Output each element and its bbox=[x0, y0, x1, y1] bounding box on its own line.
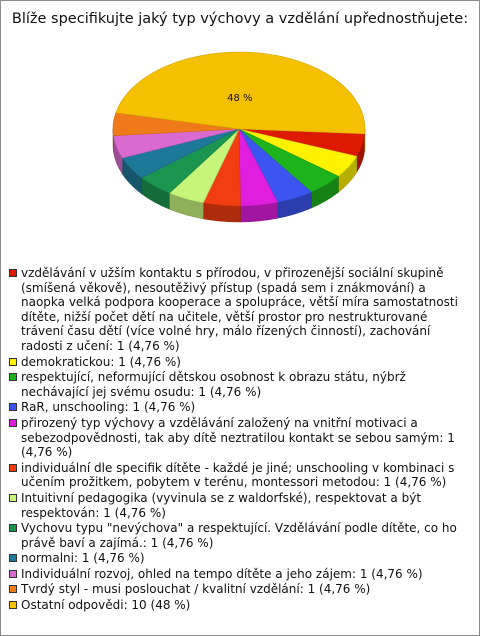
legend-item bbox=[8, 461, 470, 490]
legend-swatch bbox=[9, 373, 17, 381]
legend-swatch bbox=[9, 585, 17, 593]
legend-item bbox=[8, 582, 470, 597]
legend-swatch bbox=[9, 524, 17, 532]
legend-label: Ostatní odpovědi: 10 (48 %) bbox=[21, 598, 191, 613]
legend-swatch bbox=[9, 403, 17, 411]
pie-slice-label: 48 % bbox=[227, 93, 253, 104]
legend-item bbox=[8, 355, 470, 370]
legend-swatch bbox=[9, 269, 17, 277]
legend-label: Intuitivní pedagogika (vyvinula se z waldorfské), respektovat a být respektován: 1 (4,76 %) bbox=[21, 490, 422, 520]
legend-item bbox=[8, 521, 470, 550]
legend-label: přirozený typ výchovy a vzdělávání založený na vnitřní motivaci a sebezodpovědnosti, tak aby dítě neztratilou kontakt se sebou samým: 1 (4,76 %) bbox=[21, 415, 455, 460]
legend-item bbox=[8, 567, 470, 582]
legend-label: vzdělávání v užším kontaktu s přírodou, v přirozenější sociální skupině (smíšená věkově), nesoutěživý přístup (spadá sem i znákmování) a naopka velká podpora kooperace a spolupráce, větší míra samostatnosti dítěte, nižší počet dětí na učitele, větší prostor pro nestrukturované trávení času dětí (více volné hry, málo řízených činností), zachování radosti z učení: 1 (4,76 %) bbox=[21, 266, 458, 353]
legend-item bbox=[8, 370, 470, 399]
legend-label: normalni: 1 (4,76 %) bbox=[21, 551, 145, 566]
legend-label: Vychovu typu "nevýchova" a respektující. Vzdělávání podle dítěte, co ho právě baví a zajímá.: 1 (4,76 %) bbox=[21, 521, 457, 550]
legend-item bbox=[8, 400, 470, 415]
legend-item bbox=[8, 266, 470, 354]
legend-label: individuální dle specifik dítěte - každé je jiné; unschooling v kombinaci s učením prožitkem, pobytem v terénu, montessori metodou: 1 (4,76 %) bbox=[21, 460, 455, 490]
legend-item bbox=[8, 551, 470, 566]
chart-title: Blíže specifikujte jaký typ výchovy a vzdělání upřednostňujete: bbox=[11, 11, 469, 27]
legend-swatch bbox=[9, 419, 17, 427]
legend-label: Tvrdý styl - musi poslouchat / kvalitní vzdělání: 1 (4,76 %) bbox=[21, 582, 371, 597]
legend-item bbox=[8, 598, 470, 613]
legend-item bbox=[8, 491, 470, 520]
legend-label: respektující, neformující dětskou osobnost k obrazu státu, nýbrž nechávající jej svému osudu: 1 (4,76 %) bbox=[21, 370, 406, 399]
legend-swatch bbox=[9, 494, 17, 502]
legend-label: RaR, unschooling: 1 (4,76 %) bbox=[21, 400, 196, 415]
chart-legend bbox=[8, 266, 470, 614]
pie-chart bbox=[1, 1, 479, 261]
legend-swatch bbox=[9, 601, 17, 609]
legend-item bbox=[8, 416, 470, 460]
legend-label: demokratickou: 1 (4,76 %) bbox=[21, 354, 181, 369]
legend-swatch bbox=[9, 464, 17, 472]
legend-swatch bbox=[9, 554, 17, 562]
legend-swatch bbox=[9, 358, 17, 366]
legend-swatch bbox=[9, 570, 17, 578]
legend-label: Individuální rozvoj, ohled na tempo dítěte a jeho zájem: 1 (4,76 %) bbox=[21, 566, 423, 581]
